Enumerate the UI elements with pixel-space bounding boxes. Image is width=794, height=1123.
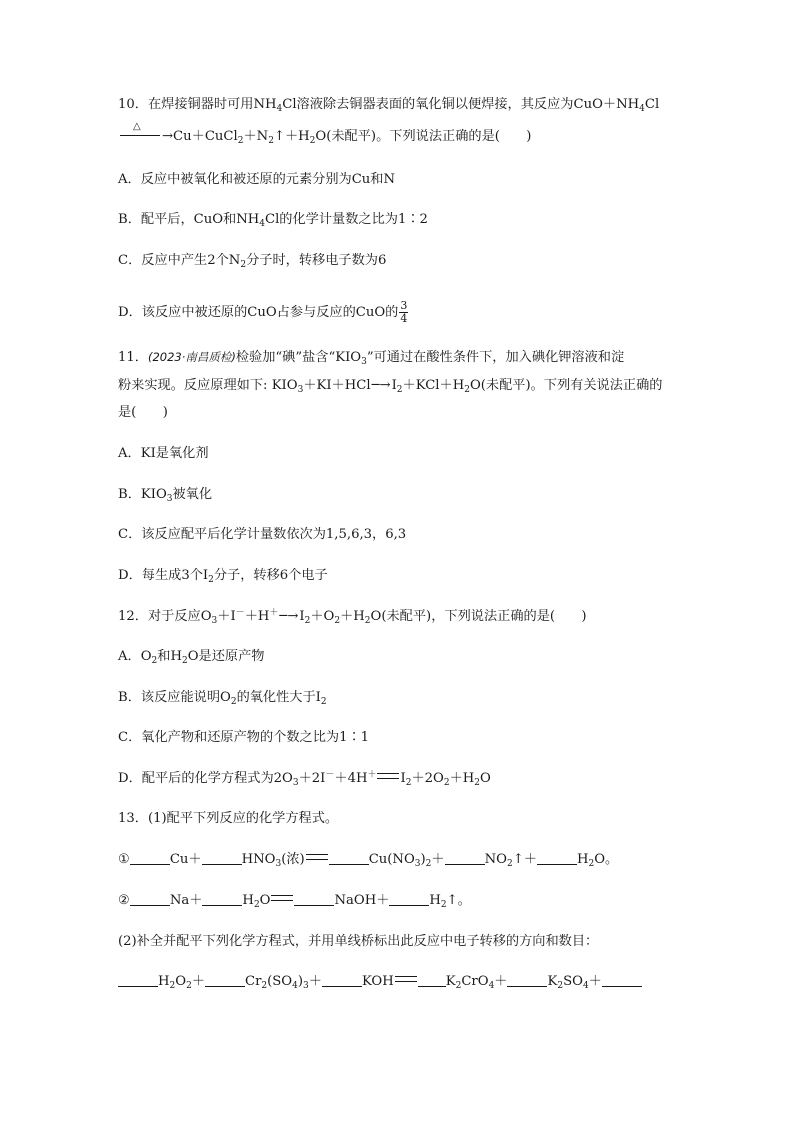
equals-sign (377, 773, 399, 779)
q11-line-2: 粉来实现。反应原理如下: $KIO_3+KI+HCl─\to I_2+KCl+H_2O$(未配平)。下列有关说法正确的 (118, 378, 663, 395)
answer-blank[interactable] (445, 851, 485, 865)
q11-line-3: 是( ) (118, 405, 168, 420)
fraction: $\frac{3}{4}$ (400, 299, 408, 325)
answer-blank[interactable] (418, 973, 446, 987)
answer-blank[interactable] (329, 851, 369, 865)
q11-option-b: B．$KIO_3$被氧化 (118, 487, 213, 504)
q10-option-b: B．配平后，CuO和$NH_4Cl$的化学计量数之比为1∶2 (118, 212, 428, 229)
answer-blank[interactable] (118, 973, 158, 987)
answer-blank[interactable] (130, 851, 170, 865)
answer-blank[interactable] (389, 892, 429, 906)
q10-option-a: A．反应中被氧化和被还原的元素分别为Cu和N (118, 172, 396, 187)
q13-equation-2: ② $Na+ H_2O$ NaOH＋ $H_2↑$。 (118, 893, 471, 910)
answer-blank[interactable] (130, 892, 170, 906)
equals-sign (271, 895, 293, 901)
answer-blank[interactable] (205, 973, 245, 987)
q13-part-2: (2)补全并配平下列化学方程式，并用单线桥标出此反应中电子转移的方向和数目： (118, 934, 599, 949)
q13-equation-3: $H_2O_2+ Cr_2(SO_4)_3+$ KOH $K_2CrO_4+ K_2SO_4+$ (118, 973, 642, 991)
q11-option-d: D．每生成3个$I_2$分子，转移6个电子 (118, 568, 328, 585)
q12-option-d: D．配平后的化学方程式为$2O_3+2I^-+4H^+$ $I_2+2O_2+H_2O$ (118, 770, 491, 788)
q10-option-c: C．反应中产生2个$N_2$分子时，转移电子数为6 (118, 253, 387, 270)
q12-option-c: C．氧化产物和还原产物的个数之比为1∶1 (118, 730, 370, 745)
q13-equation-1: ① $Cu+ HNO_3$(浓) $Cu(NO_3)_2+$ $NO_2↑+ H_2O$。 (118, 852, 619, 869)
q10-option-d: D．该反应中被还原的CuO占参与反应的CuO的 $\frac{3}{4}$ (118, 299, 408, 325)
q11-option-c: C．该反应配平后化学计量数依次为1,5,6,3，6,3 (118, 527, 407, 542)
answer-blank[interactable] (202, 851, 242, 865)
equals-sign (395, 976, 417, 982)
answer-blank[interactable] (537, 851, 577, 865)
answer-blank[interactable] (507, 973, 547, 987)
q12-option-a: A．$O_2$和$H_2O$是还原产物 (118, 649, 265, 666)
equals-sign (306, 854, 328, 860)
q11-option-a: A．KI是氧化剂 (118, 446, 209, 461)
q11-line-1: 11．(2023·南昌质检)检验加“碘”盐含“$KIO_3$”可通过在酸性条件下，加入碘化钾溶液和淀 (118, 350, 625, 367)
q13-title: 13．(1)配平下列反应的化学方程式。 (118, 811, 339, 826)
answer-blank[interactable] (202, 892, 242, 906)
q12-line-1: 12．对于反应$O_3+I^-+H^+─\to I_2+O_2+H_2O$(未配平)，下列说法正确的是( ) (118, 608, 587, 626)
answer-blank[interactable] (602, 973, 642, 987)
q10-line-2: △ $\to Cu+CuCl_2+N_2↑+H_2O$(未配平)。下列说法正确的是( ) (118, 128, 531, 146)
q10-line-1: 10．在焊接铜器时可用$NH_4Cl$溶液除去铜器表面的氧化铜以便焊接，其反应为$CuO+NH_4Cl$ (118, 97, 660, 114)
q12-option-b: B．该反应能说明$O_2$的氧化性大于$I_2$ (118, 690, 327, 707)
heat-condition-symbol: △ (118, 128, 162, 142)
answer-blank[interactable] (294, 892, 334, 906)
answer-blank[interactable] (322, 973, 362, 987)
